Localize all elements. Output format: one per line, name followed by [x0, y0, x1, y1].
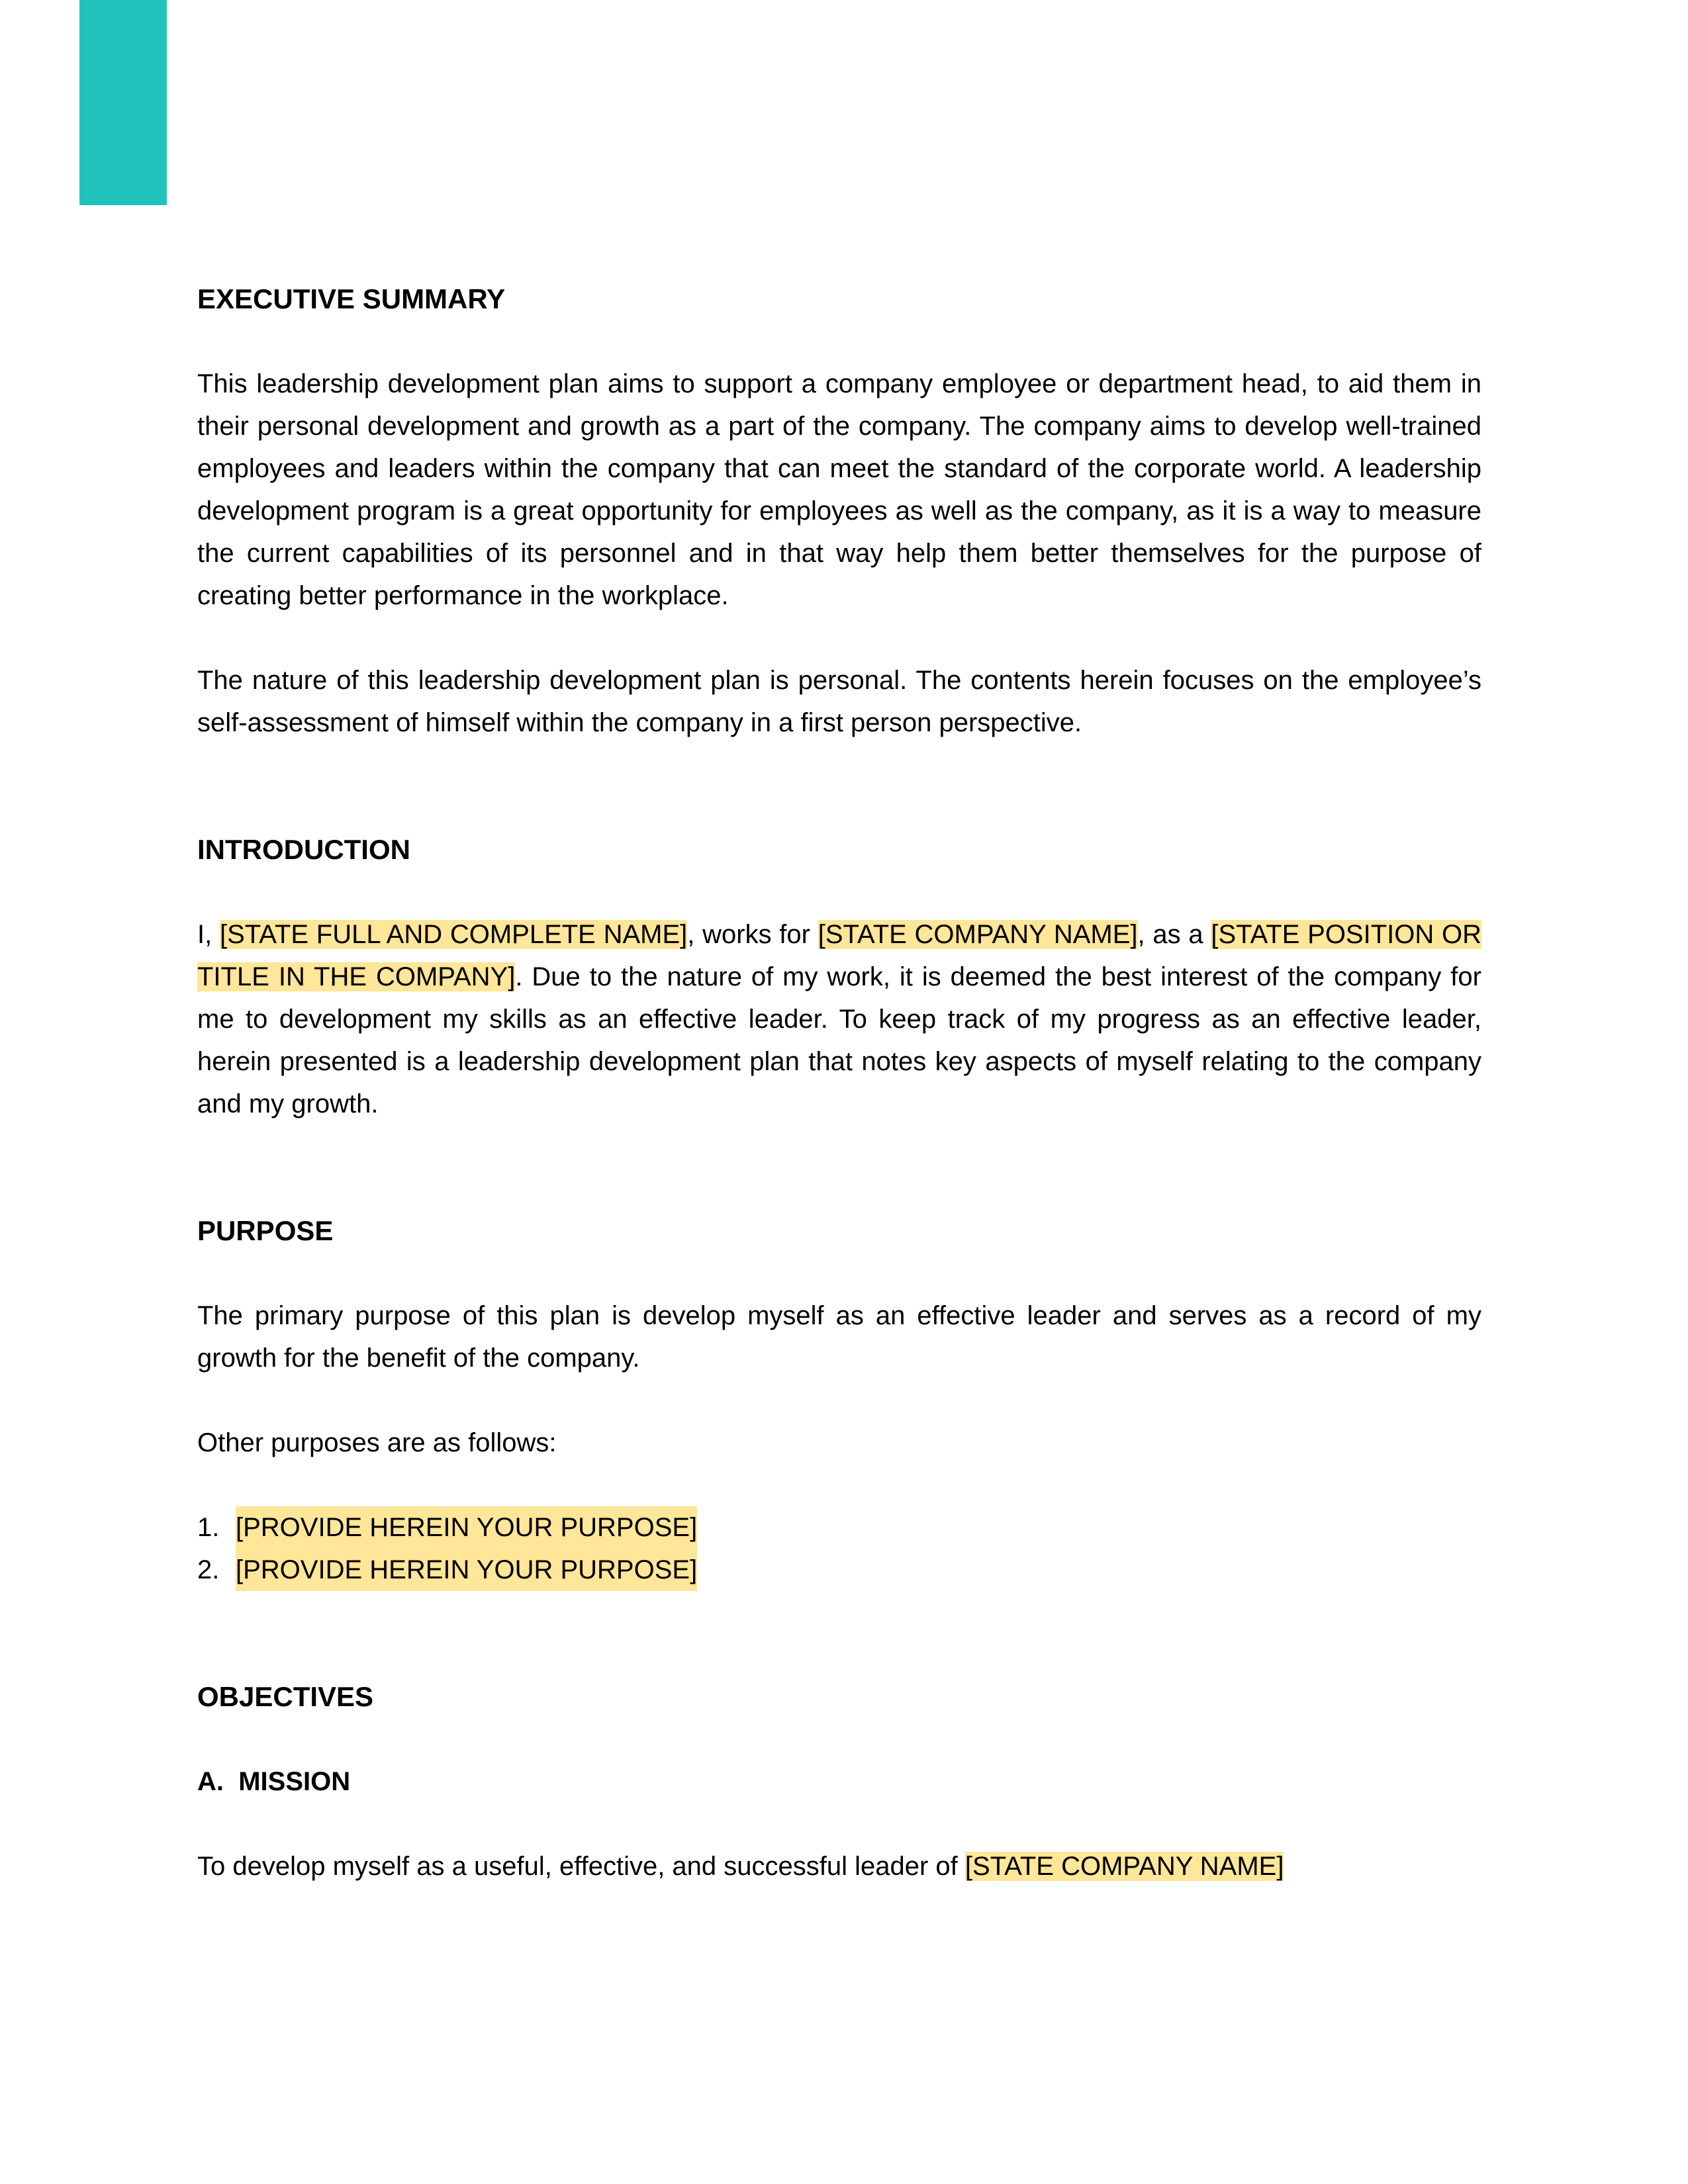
placeholder-company-name: [STATE COMPANY NAME]	[964, 1852, 1284, 1881]
mission-text: To develop myself as a useful, effective, and successful leader of	[197, 1852, 965, 1881]
intro-text-3: , as a	[1137, 920, 1211, 949]
intro-text-1: I,	[197, 920, 220, 949]
purpose-heading: PURPOSE	[197, 1215, 334, 1246]
introduction-heading: INTRODUCTION	[197, 834, 410, 865]
purpose-paragraph-2: Other purposes are as follows:	[197, 1428, 557, 1457]
accent-bar	[79, 0, 167, 205]
purpose-list	[197, 1506, 1481, 1591]
executive-summary-heading: EXECUTIVE SUMMARY	[197, 283, 506, 314]
objectives-heading: OBJECTIVES	[197, 1681, 374, 1712]
list-item-number: 2.	[197, 1555, 220, 1584]
intro-text-2: , works for	[687, 920, 818, 949]
placeholder-position: [STATE POSITION OR TITLE IN THE COMPANY]	[197, 920, 1482, 991]
list-item-number: 1.	[197, 1513, 220, 1542]
placeholder-full-name: [STATE FULL AND COMPLETE NAME]	[219, 920, 688, 949]
purpose-paragraph-1: The primary purpose of this plan is develop myself as an effective leader and serves as a record of my growth for the benefit of the company.	[197, 1301, 1481, 1373]
list-item	[197, 1506, 1481, 1549]
executive-summary-paragraph-1: This leadership development plan aims to support a company employee or department head, to aid them in their personal development and growth as a part of the company. The company aims to develop well-trained employees and leaders within the company that can meet the standard of the corporate world. A leadership development program is a great opportunity for employees as well as the company, as it is a way to measure the current capabilities of its personnel and in that way help them better themselves for the purpose of creating better performance in the workplace.	[197, 369, 1481, 610]
mission-paragraph	[197, 1845, 1481, 1888]
list-item	[197, 1549, 1481, 1591]
placeholder-purpose: [PROVIDE HEREIN YOUR PURPOSE]	[236, 1506, 697, 1549]
document-body	[197, 278, 1481, 1888]
objectives-section	[197, 1676, 1481, 1888]
intro-text-4: . Due to the nature of my work, it is deemed the best interest of the company for me to development my skills as an effective leader. To keep track of my progress as an effective leader, herein presented is a leadership development plan that notes key aspects of myself relating to the company and my growth.	[197, 962, 1481, 1118]
placeholder-purpose: [PROVIDE HEREIN YOUR PURPOSE]	[236, 1549, 697, 1591]
introduction-section	[197, 829, 1481, 1125]
executive-summary-section	[197, 278, 1481, 744]
executive-summary-paragraph-2: The nature of this leadership development plan is personal. The contents herein focuses on the employee’s self-assessment of himself within the company in a first person perspective.	[197, 666, 1481, 737]
mission-heading: A. MISSION	[197, 1767, 351, 1796]
introduction-paragraph	[197, 913, 1481, 1125]
placeholder-company-name: [STATE COMPANY NAME]	[818, 920, 1138, 949]
purpose-section	[197, 1210, 1481, 1591]
